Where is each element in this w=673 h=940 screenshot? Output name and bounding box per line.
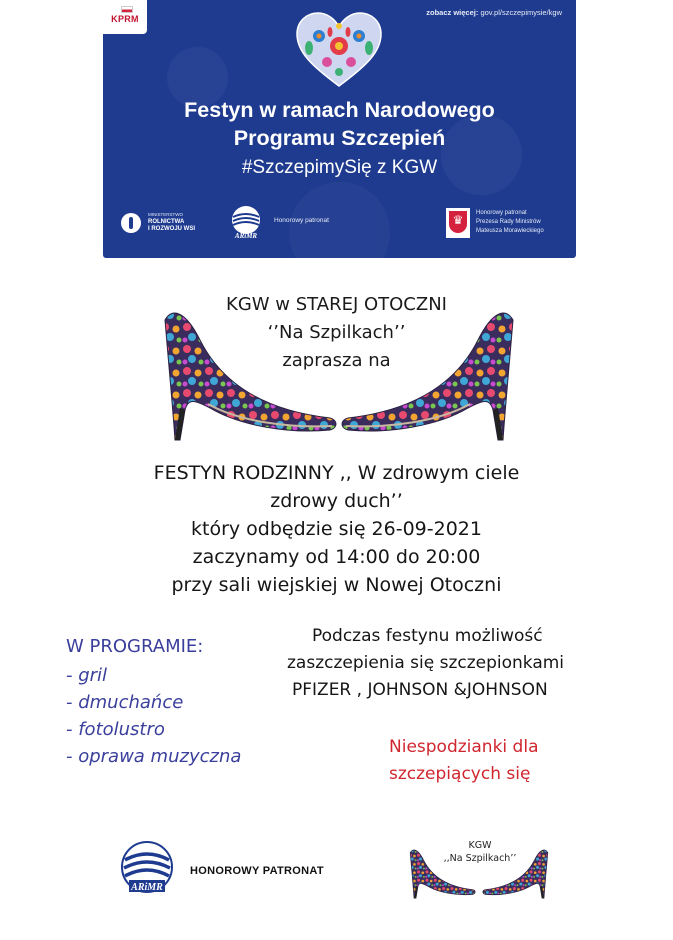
- vaccination-line1: Podczas festynu możliwość: [312, 626, 543, 646]
- banner-hashtag: #SzczepimySię z KGW: [241, 157, 438, 178]
- more-info-label: zobacz więcej:: [426, 8, 479, 17]
- arimr-logo-text: ARiMR: [131, 882, 163, 893]
- surprise-line2: szczepiących się: [389, 764, 531, 784]
- arimr-logo-icon: [225, 205, 267, 239]
- pm-patron-line2: Prezesa Rady Ministrów: [476, 219, 541, 225]
- banner-title-line2: Programu Szczepień: [233, 126, 446, 150]
- ministry-name-line2: I ROZWOJU WSI: [148, 226, 195, 232]
- event-location: przy sali wiejskiej w Nowej Otoczni: [171, 574, 502, 596]
- ministry-name-line1: ROLNICTWA: [148, 219, 185, 225]
- invite-group-name: ‘’Na Szpilkach’’: [267, 322, 406, 343]
- event-title-line2: zdrowy duch’’: [270, 490, 403, 512]
- program-item: - oprawa muzyczna: [66, 746, 242, 767]
- banner-title-line1: Festyn w ramach Narodowego: [184, 98, 495, 122]
- arimr-logo-icon: [115, 840, 179, 900]
- mini-high-heel-shoe-left-icon: [405, 845, 480, 900]
- vaccination-vaccines: PFIZER , JOHNSON &JOHNSON: [292, 680, 548, 700]
- event-time: zaczynamy od 14:00 do 20:00: [192, 546, 481, 568]
- program-item: - dmuchańce: [66, 692, 184, 713]
- pm-patron-line3: Mateusza Morawieckiego: [476, 228, 544, 234]
- ministry-small-text: MINISTERSTWO: [148, 212, 183, 217]
- invite-org-name: KGW w STAREJ OTOCZNI: [226, 294, 447, 315]
- more-info-url: gov.pl/szczepimysie/kgw: [480, 8, 562, 17]
- ministry-logo-icon: [121, 213, 141, 233]
- arimr-small-logo-text: ARiMR: [234, 232, 258, 239]
- program-title: W PROGRAMIE:: [66, 636, 204, 657]
- polish-flag-icon: [121, 6, 133, 13]
- program-item: - gril: [66, 665, 108, 686]
- kprm-logo-text: KPRM: [111, 14, 139, 24]
- surprise-line1: Niespodzianki dla: [389, 737, 539, 757]
- honorary-patron-label: Honorowy patronat: [274, 217, 329, 224]
- more-info-link[interactable]: [426, 8, 562, 17]
- mini-org-label: KGW: [468, 840, 492, 851]
- event-title-line1: FESTYN RODZINNY ,, W zdrowym ciele: [153, 462, 520, 484]
- invite-invites: zaprasza na: [282, 350, 391, 371]
- pm-patron-line1: Honorowy patronat: [476, 210, 527, 216]
- mini-high-heel-shoe-right-icon: [478, 845, 553, 900]
- event-date: który odbędzie się 26-09-2021: [191, 518, 482, 540]
- vaccination-line2: zaszczepienia się szczepionkami: [287, 653, 565, 673]
- honorary-patron-footer: HONOROWY PATRONAT: [190, 865, 324, 877]
- polish-eagle-icon: ♛: [446, 208, 470, 238]
- folk-heart-icon: [294, 10, 384, 90]
- campaign-banner: [103, 0, 576, 258]
- program-item: - fotolustro: [66, 719, 165, 740]
- kprm-logo: [103, 0, 147, 34]
- mini-group-label: ,,Na Szpilkach’’: [443, 853, 517, 864]
